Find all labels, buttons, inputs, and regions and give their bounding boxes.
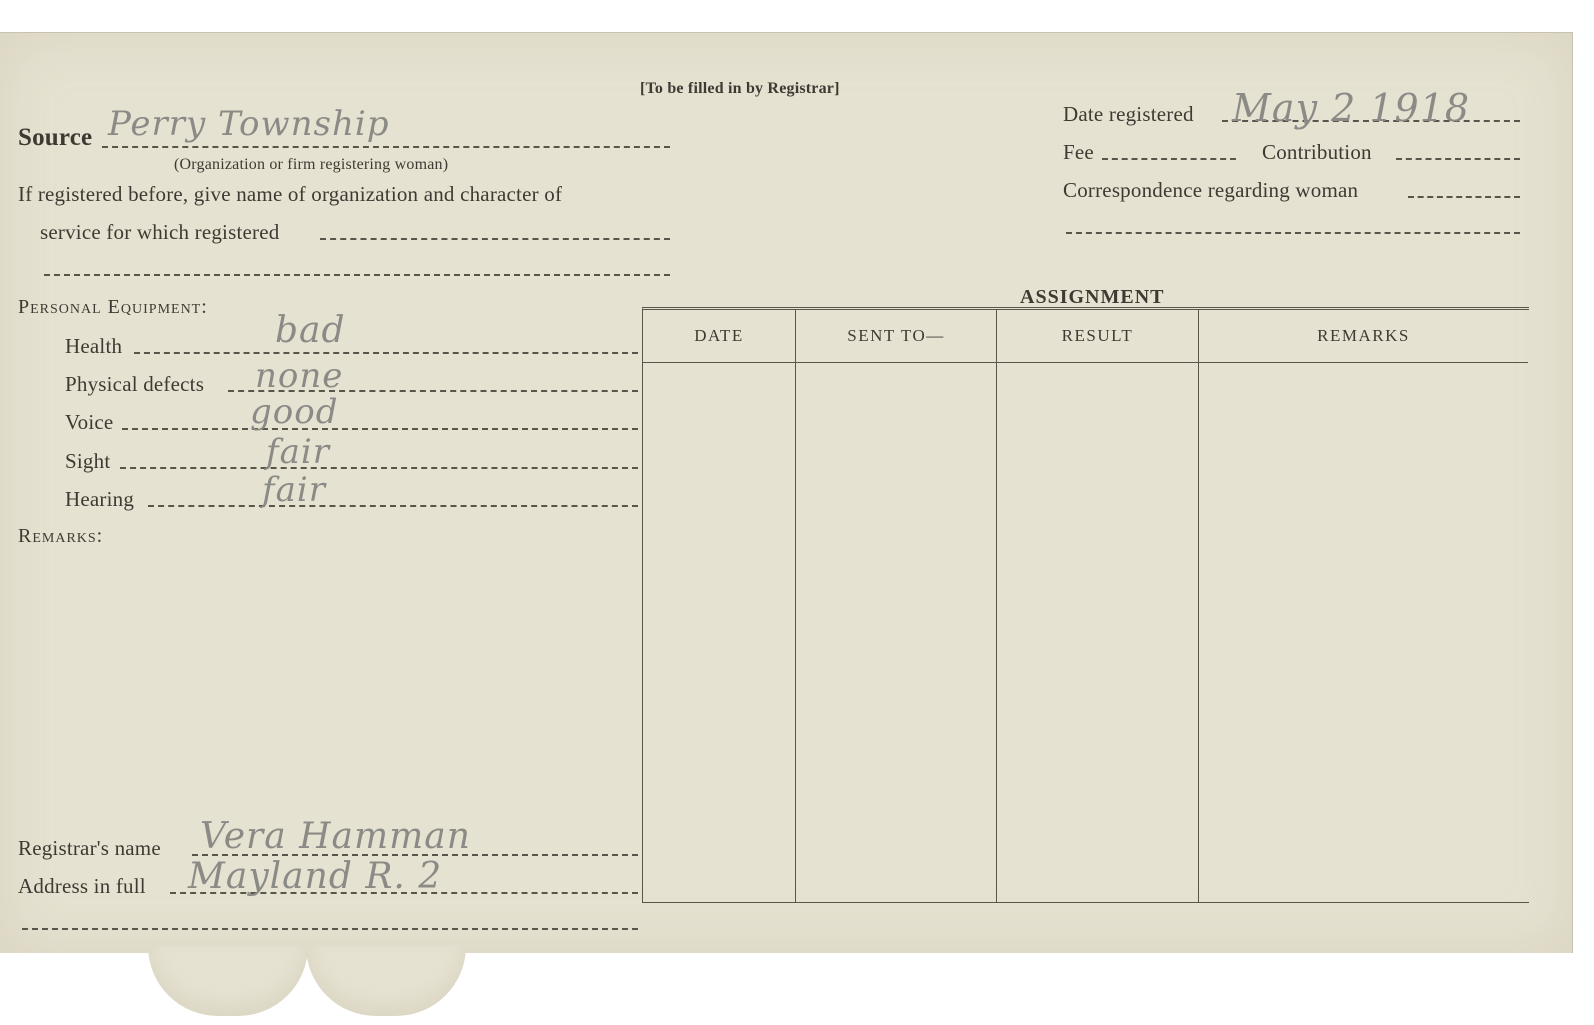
source-sublabel: (Organization or firm registering woman) — [174, 156, 449, 173]
registrar-name-value: Vera Hamman — [200, 816, 471, 857]
correspondence-line — [1408, 196, 1520, 198]
registered-before-service: service for which registered — [40, 220, 280, 244]
voice-line — [122, 428, 638, 430]
sight-value: fair — [266, 432, 330, 472]
remarks-heading: Remarks: — [18, 525, 104, 547]
source-label: Source — [18, 124, 93, 151]
assignment-header-date: DATE — [643, 310, 795, 363]
hearing-line — [148, 505, 638, 507]
correspondence-label: Correspondence regarding woman — [1063, 178, 1359, 202]
contribution-label: Contribution — [1262, 140, 1372, 164]
address-label: Address in full — [18, 874, 146, 898]
assignment-title: ASSIGNMENT — [1020, 286, 1165, 308]
physical-defects-label: Physical defects — [65, 372, 205, 396]
source-line — [102, 146, 670, 148]
service-line-2 — [44, 274, 670, 276]
contribution-line — [1396, 158, 1520, 160]
correspondence-line-2 — [1066, 232, 1520, 234]
fee-label: Fee — [1063, 140, 1094, 164]
health-value: bad — [275, 310, 346, 351]
assignment-header-remarks: REMARKS — [1199, 310, 1528, 363]
hearing-label: Hearing — [65, 487, 135, 511]
personal-equipment-heading: Personal Equipment: — [18, 296, 208, 318]
source-value: Perry Township — [108, 104, 390, 144]
registrar-name-label: Registrar's name — [18, 836, 161, 860]
service-line — [320, 238, 670, 240]
assignment-col-sent-to — [796, 310, 997, 902]
assignment-col-date — [643, 310, 796, 902]
date-registered-value: May 2 1918 — [1232, 86, 1471, 130]
assignment-col-remarks — [1199, 310, 1528, 902]
card-tab-right — [306, 946, 466, 1016]
sight-label: Sight — [65, 449, 111, 473]
assignment-header-sent-to: SENT TO— — [796, 310, 996, 363]
health-line — [134, 352, 638, 354]
voice-value: good — [250, 392, 339, 432]
physical-defects-value: none — [255, 356, 344, 396]
date-registered-label: Date registered — [1063, 102, 1194, 126]
card-tab-left — [148, 946, 308, 1016]
voice-label: Voice — [65, 410, 114, 434]
sight-line — [120, 467, 638, 469]
registrar-note: [To be filled in by Registrar] — [640, 80, 840, 97]
address-line-2 — [22, 928, 638, 930]
assignment-table — [642, 307, 1529, 903]
fee-line — [1102, 158, 1236, 160]
registered-before-text: If registered before, give name of organization and character of — [18, 182, 563, 206]
health-label: Health — [65, 334, 123, 358]
assignment-header-result: RESULT — [997, 310, 1198, 363]
hearing-value: fair — [262, 470, 326, 510]
assignment-col-result — [997, 310, 1199, 902]
address-value: Mayland R. 2 — [188, 856, 443, 897]
